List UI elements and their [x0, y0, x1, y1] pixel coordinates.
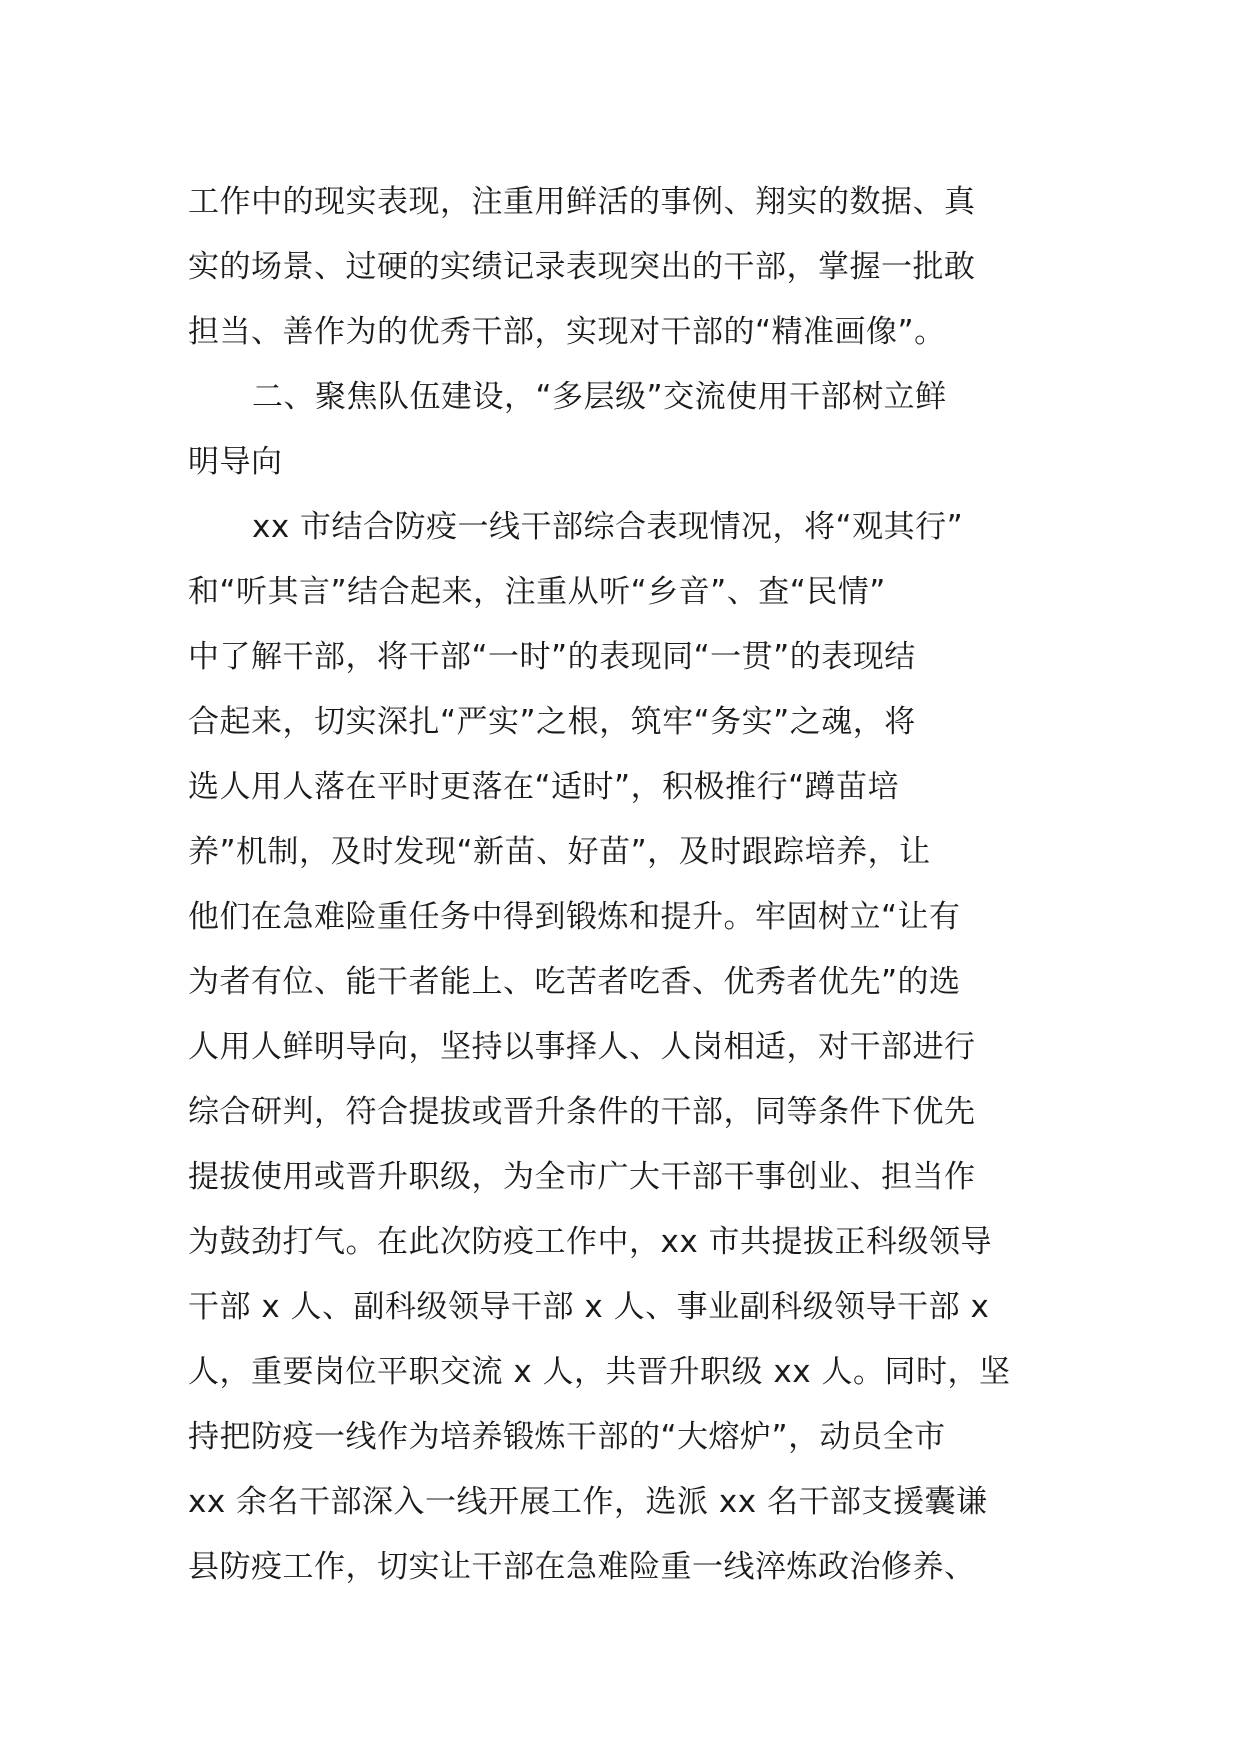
section-heading: 二、聚焦队伍建设，“多层级”交流使用干部树立鲜 — [252, 379, 947, 415]
text-line: 人用人鲜明导向，坚持以事择人、人岗相适，对干部进行 — [188, 1029, 976, 1065]
text-line: xx 市结合防疫一线干部综合表现情况，将“观其行” — [252, 509, 964, 545]
text-line: 综合研判，符合提拔或晋升条件的干部，同等条件下优先 — [188, 1094, 976, 1130]
text-line: 提拔使用或晋升职级，为全市广大干部干事创业、担当作 — [188, 1159, 976, 1195]
text-line: 他们在急难险重任务中得到锻炼和提升。牢固树立“让有 — [188, 899, 961, 935]
text-line: 干部 x 人、副科级领导干部 x 人、事业副科级领导干部 x — [188, 1289, 990, 1325]
text-line: 实的场景、过硬的实绩记录表现突出的干部，掌握一批敢 — [188, 249, 976, 285]
text-line: 养”机制，及时发现“新苗、好苗”，及时跟踪培养，让 — [188, 834, 931, 870]
text-line: 担当、善作为的优秀干部，实现对干部的“精准画像”。 — [188, 314, 946, 350]
section-heading-continued: 明导向 — [188, 444, 283, 480]
text-line: 合起来，切实深扎“严实”之根，筑牢“务实”之魂，将 — [188, 704, 916, 740]
text-line: 中了解干部，将干部“一时”的表现同“一贯”的表现结 — [188, 639, 916, 675]
text-line: 县防疫工作，切实让干部在急难险重一线淬炼政治修养、 — [188, 1549, 976, 1585]
body-text — [188, 170, 1058, 1600]
text-line: 工作中的现实表现，注重用鲜活的事例、翔实的数据、真 — [188, 184, 976, 220]
text-line: 人，重要岗位平职交流 x 人，共晋升职级 xx 人。同时，坚 — [188, 1354, 1011, 1390]
text-line: 为者有位、能干者能上、吃苦者吃香、优秀者优先”的选 — [188, 964, 961, 1000]
text-line: 为鼓劲打气。在此次防疫工作中，xx 市共提拔正科级领导 — [188, 1224, 993, 1260]
text-line: xx 余名干部深入一线开展工作，选派 xx 名干部支援囊谦 — [188, 1484, 988, 1520]
text-line: 持把防疫一线作为培养锻炼干部的“大熔炉”，动员全市 — [188, 1419, 946, 1455]
text-line: 选人用人落在平时更落在“适时”，积极推行“蹲苗培 — [188, 769, 900, 805]
text-line: 和“听其言”结合起来，注重从听“乡音”、查“民情” — [188, 574, 886, 610]
